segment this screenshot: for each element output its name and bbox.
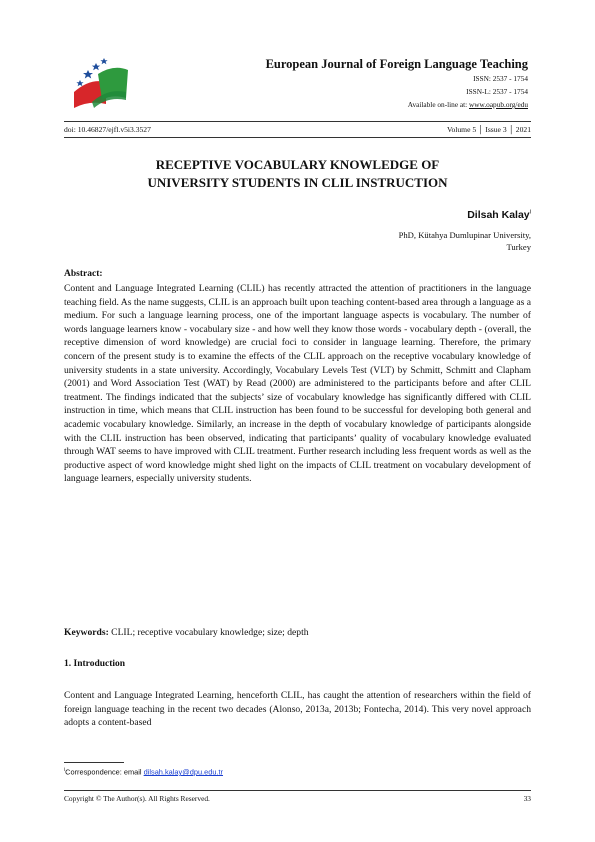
author-name-text: Dilsah Kalay [467, 209, 530, 221]
journal-logo [68, 52, 132, 108]
author-affiliation [281, 229, 531, 253]
footnote-marker: i [64, 767, 66, 773]
header-rule [64, 121, 531, 122]
issn-l: ISSN-L: 2537 - 1754 [466, 87, 528, 96]
footnote-rule [64, 762, 124, 763]
footer-rule [64, 790, 531, 791]
journal-title: European Journal of Foreign Language Teaching [265, 57, 528, 71]
author-name [467, 209, 531, 221]
header-rule-bottom [64, 137, 531, 138]
title-line-1: RECEPTIVE VOCABULARY KNOWLEDGE OF [155, 157, 440, 172]
abstract-heading: Abstract: [64, 269, 103, 279]
keywords [64, 627, 531, 638]
available-label: Available on-line at: [407, 100, 468, 109]
volume-issue-year: Volume 5 │ Issue 3 │ 2021 [446, 125, 531, 134]
issn: ISSN: 2537 - 1754 [473, 74, 528, 83]
footnote [64, 767, 223, 776]
availability-line [408, 100, 528, 109]
footnote-label: Correspondence: email [65, 767, 142, 777]
keywords-label: Keywords: [64, 627, 109, 638]
page-number: 33 [523, 794, 531, 803]
article-title [64, 156, 531, 192]
author-email-link[interactable]: dilsah.kalay@dpu.edu.tr [143, 767, 224, 777]
affiliation-line-2: Turkey [506, 242, 531, 252]
keywords-text: CLIL; receptive vocabulary knowledge; size; depth [108, 627, 309, 638]
introduction-heading: 1. Introduction [64, 659, 126, 669]
author-footnote-marker: i [529, 209, 531, 216]
journal-website-link[interactable]: www.oapub.org/edu [469, 100, 528, 109]
copyright: Copyright © The Author(s). All Rights Reserved. [64, 794, 210, 803]
affiliation-line-1: PhD, Kütahya Dumlupinar University, [398, 230, 531, 240]
introduction-text: Content and Language Integrated Learning, henceforth CLIL, has caught the attention of researchers within the field of foreign language teaching in the recent two decades (Alonso, 2013a, 2013b; Fontecha, 2014). This very novel approach adopts a content-based [64, 690, 531, 729]
title-line-2: UNIVERSITY STUDENTS IN CLIL INSTRUCTION [147, 175, 448, 190]
abstract-text: Content and Language Integrated Learning (CLIL) has recently attracted the attention of practitioners in the language teaching field. As the name suggests, CLIL is an approach built upon teaching content-based area through a language as a medium. For such a language learning process, one of the important language aspects is vocabulary. The number of words language learners know - vocabulary size - and how well they know those words - vocabulary depth - (overall, the receptive dimension of word knowledge) are crucial foci to consider in language learning. Therefore, the primary concern of the present study is to examine the effects of the CLIL approach on the receptive vocabulary knowledge of university students in a state university. Accordingly, Vocabulary Levels Test (VLT) by Schmitt, Schmitt and Clapham (2001) and Word Association Test (WAT) by Read (2000) are administered to the participants before and after CLIL treatment. The findings indicated that the subjects’ size of vocabulary knowledge has significantly differed with CLIL instruction in time, which means that CLIL instruction has been found to be successful for developing both general and academic vocabulary knowledge. Similarly, an increase in the depth of vocabulary knowledge of participants alongside with the CLIL instruction has been observed, indicating that participants’ quality of vocabulary knowledge evaluated through WAT seems to have improved with CLIL treatment. Further research including less frequent words as well as the productive aspect of word knowledge might shed light on the impacts of CLIL treatment on vocabulary development of language learners, especially university students. [64, 283, 531, 485]
doi: doi: 10.46827/ejfl.v5i3.3527 [64, 125, 151, 134]
